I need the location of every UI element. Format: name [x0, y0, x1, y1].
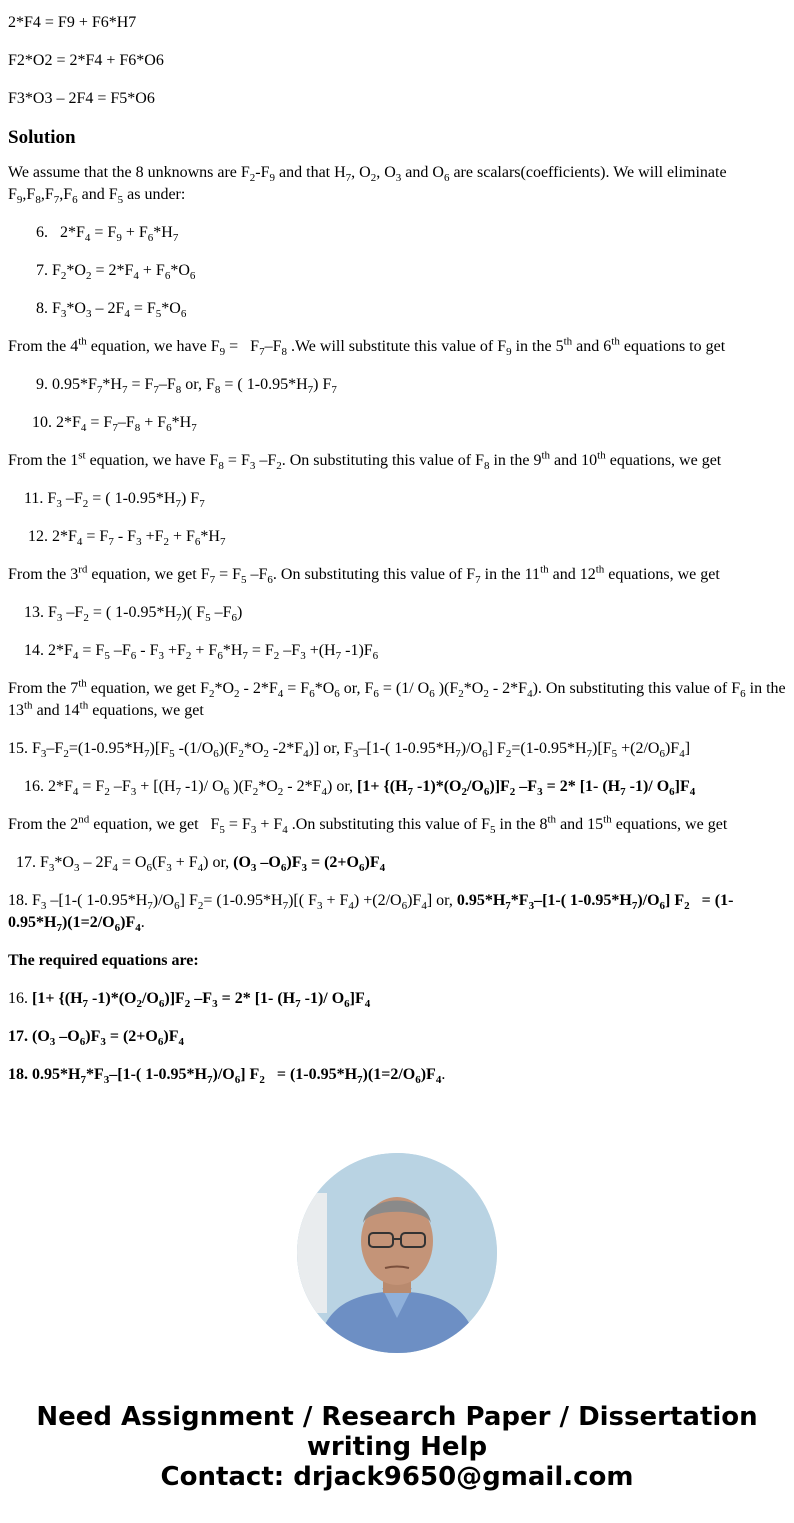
- paragraph: 17. ($O_3$ $-O_6)F_3 = (2+O_6)F_4$: [8, 1028, 184, 1049]
- paragraph: 9. $0.95*F_7*H_7 = F_7-F_8$ or, $F_8$ = ( $1-0.95*H_7$) $F_7$: [36, 376, 337, 397]
- paragraph: 8. $F_3*O_3 - 2F_4 = F_5*O_6$: [36, 300, 187, 321]
- paragraph: 10. $2*F_4 = F_7-F_8 + F_6*H_7$: [32, 414, 197, 435]
- paragraph: 16. [$1+ \{(H_7$ $-1)*(O_2/O_6)]F_2$ $-F_3 = 2*$ [1- ($H_7$ -1)/ $O_6]F_4$: [8, 990, 371, 1011]
- paragraph: 17. $F_3*O_3 - 2F_4 = O_6(F_3 + F_4)$ or, ($O_3$ $-O_6)F_3 = (2+O_6)F_4$: [16, 854, 386, 875]
- paragraph: 15. $F_3-F_2=(1-0.95*H_7)[F_5$ $-(1/O_6)(F_2*O_2$ $-2*F_4$)] or, $F_3-[1-$( $1-0.95*H_7)/O_6$] $F_2=(1-0.95*H_7)[F_5 +(2/O_6)F_4]$: [8, 740, 691, 761]
- paragraph: 12. $2*F_4 = F_7 - F_3 +F_2 + F_6*H_7$: [28, 528, 226, 549]
- solution-heading: Solution: [8, 127, 76, 148]
- paragraph: 13. $F_3$ $-F_2$ = ( $1-0.95*H_7$)( $F_5$ $-F_6$): [24, 604, 243, 625]
- equation-line: F2*O2 = 2*F4 + F6*O6: [8, 52, 164, 69]
- author-photo: [297, 1153, 497, 1353]
- paragraph: 16. $2*F_4 = F_2$ $-F_3 + [(H_7$ -1)/ $O_6$ )$(F_2*O_2 - 2*F_4)$ or, [$1+ \{(H_7$ $-1)*(O_2/O_6)]F_2$ $-F_3 = 2*$ [1- ($H_7$ -1)/ $O_6]F_4$: [24, 778, 696, 799]
- paragraph: From the 2nd equation, we get $F_5 = F_3 + F_4$ .On substituting this value of $F_5$ in the 8th and 15th equations, we get: [8, 813, 728, 837]
- contact-email: Contact: drjack9650@gmail.com: [160, 1462, 634, 1492]
- paragraph: From the 3rd equation, we get $F_7 = F_5$ $-F_6$. On substituting this value of $F_7$ in the 11th and 12th equations, we get: [8, 563, 720, 587]
- paragraph: We assume that the 8 unknowns are $F_2-F_9$ and that $H_7$, $O_2$, $O_3$ and $O_6$ are scalars(coefficients). We will eliminate $F_9,F_8,F_7,F_6$ and $F_5$ as under:: [8, 164, 727, 207]
- equation-line: F3*O3 – 2F4 = F5*O6: [8, 90, 155, 107]
- paragraph: The required equations are:: [8, 952, 199, 969]
- contact-banner: [0, 1402, 794, 1492]
- paragraph: 7. $F_2*O_2 = 2*F_4 + F_6*O_6$: [36, 262, 196, 283]
- solution-body: [8, 162, 786, 1086]
- paragraph: 18. $F_3$ –[1-( $1-0.95*H_7)/O_6$] $F_2= (1-0.95*H_7)$[( $F_3 + F_4) +(2/O_6)F_4$] or, $0.95*H_7*F_3-[1-$( $1-0.95*H_7)/O_6$] $F_2 = (1-0.95*H_7)(1=2/O_6)F_4$.: [8, 892, 734, 935]
- paragraph: 6. $2*F_4 = F_9 + F_6*H_7$: [36, 224, 179, 245]
- paragraph: 14. $2*F_4 = F_5$ $-F_6 - F_3 +F_2 + F_6*H_7 = F_2$ $-F_3 +(H_7$ $-1)F_6$: [24, 642, 379, 663]
- paragraph: 18. $0.95*H_7*F_3-[1-$( $1-0.95*H_7)/O_6$] $F_2 = (1-0.95*H_7)(1=2/O_6)F_4$.: [8, 1066, 446, 1087]
- solution-document: [8, 12, 786, 1102]
- equation-line: 2*F4 = F9 + F6*H7: [8, 14, 137, 31]
- banner-line: writing Help: [306, 1432, 488, 1462]
- paragraph: 11. $F_3$ $-F_2$ = ( $1-0.95*H_7$) $F_7$: [24, 490, 205, 511]
- banner-line: Need Assignment / Research Paper / Dissertation: [36, 1402, 758, 1432]
- paragraph: From the 4th equation, we have $F_9 = F_7-F_8$ .We will substitute this value of $F_9$ in the 5th and 6th equations to get: [8, 335, 726, 359]
- paragraph: From the 1st equation, we have $F_8 = F_3$ $-F_2$. On substituting this value of $F_8$ in the 9th and 10th equations, we get: [8, 449, 722, 473]
- paragraph: From the 7th equation, we get $F_2*O_2 - 2*F_4 = F_6*O_6$ or, $F_6 = (1/$ $O_6$ )$(F_2*O_2 - 2*F_4)$. On substituting this value of $F_6$ in the 13th and 14th equations, we get: [8, 677, 786, 719]
